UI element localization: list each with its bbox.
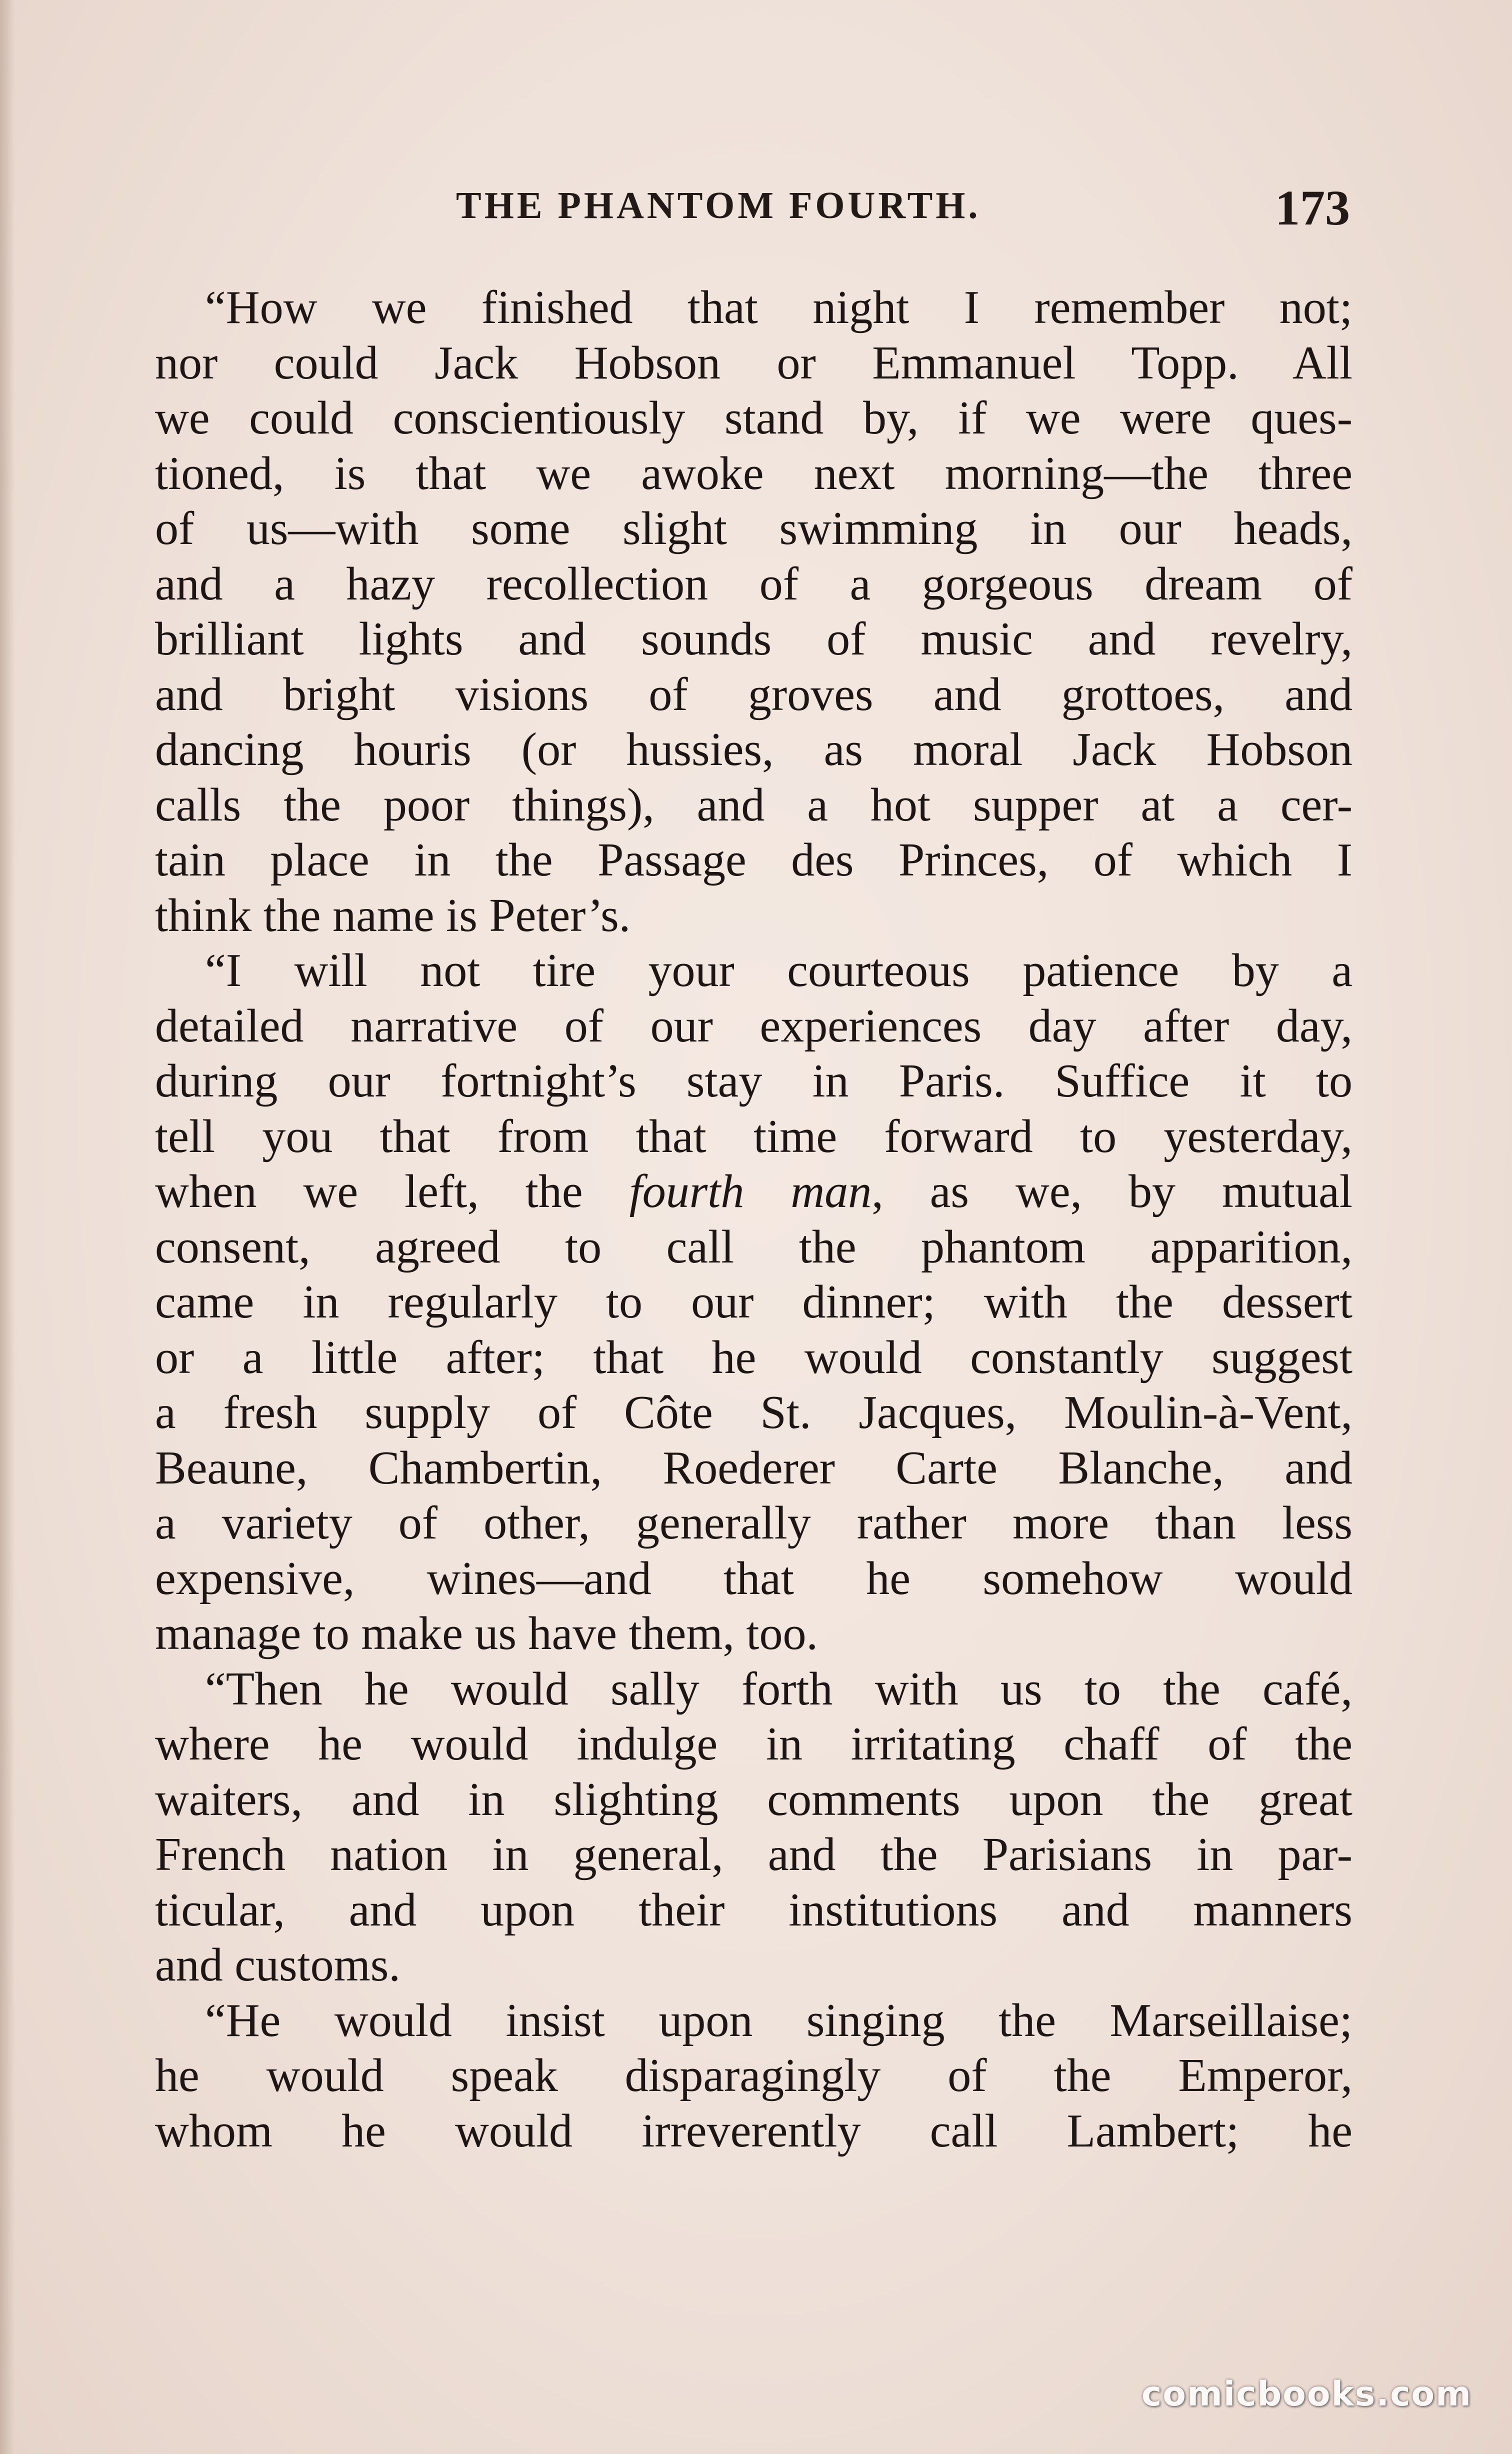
text-line: tell you that from that time forward to yesterday, (155, 1110, 1352, 1162)
text-line: “How we finished that night I remember not; (205, 282, 1352, 334)
text-line: and a hazy recollection of a gorgeous dream of (155, 558, 1352, 610)
text-line: came in regularly to our dinner; with the dessert (155, 1276, 1352, 1328)
text-line: manage to make us have them, too. (155, 1608, 818, 1660)
text-line: consent, agreed to call the phantom apparition, (155, 1220, 1352, 1273)
text-line: we could conscientiously stand by, if we were ques- (155, 392, 1352, 444)
text-line: or a little after; that he would constantly suggest (155, 1331, 1352, 1384)
text-line: and customs. (155, 1939, 400, 1991)
watermark: comicbooks.com (1141, 2374, 1472, 2414)
text-line: whom he would irreverently call Lambert; he (155, 2104, 1352, 2157)
text-line: nor could Jack Hobson or Emmanuel Topp. All (155, 336, 1352, 389)
text-line: he would speak disparagingly of the Emperor, (155, 2050, 1352, 2102)
text-line: think the name is Peter’s. (155, 889, 631, 942)
text-line: “Then he would sally forth with us to the café, (205, 1662, 1352, 1715)
text-line: Beaune, Chambertin, Roederer Carte Blanche, and (155, 1442, 1352, 1494)
text-line: ticular, and upon their institutions and manners (155, 1884, 1352, 1936)
page-number: 173 (1275, 180, 1350, 236)
text-line: waiters, and in slighting comments upon the great (155, 1773, 1352, 1826)
text-line: brilliant lights and sounds of music and revelry, (155, 613, 1352, 665)
paragraph-2 (155, 943, 1352, 1662)
text-line: expensive, wines—and that he somehow would (155, 1552, 1352, 1604)
text-line: detailed narrative of our experiences day after day, (155, 1000, 1352, 1052)
text-line: dancing houris (or hussies, as moral Jack Hobson (155, 724, 1352, 776)
paragraph-1 (155, 280, 1352, 943)
text-line: and bright visions of groves and grottoes, and (155, 668, 1352, 720)
text-line: “He would insist upon singing the Marseillaise; (205, 1994, 1352, 2046)
text-line: a variety of other, generally rather more than less (155, 1497, 1352, 1549)
text-line: of us—with some slight swimming in our heads, (155, 502, 1352, 554)
paragraph-4 (155, 1993, 1352, 2159)
text-line: where he would indulge in irritating chaff of the (155, 1718, 1352, 1770)
running-head (156, 179, 1350, 249)
text-line: calls the poor things), and a hot supper at a cer- (155, 778, 1352, 831)
text-line: “I will not tire your courteous patience by a (205, 944, 1352, 996)
text-line: tioned, is that we awoke next morning—the three (155, 447, 1352, 500)
text-line: a fresh supply of Côte St. Jacques, Moulin-à-Vent, (155, 1386, 1352, 1438)
paragraph-3 (155, 1662, 1352, 1993)
text-line: during our fortnight’s stay in Paris. Suffice it to (155, 1055, 1352, 1107)
body-text (155, 280, 1352, 2158)
running-head-title: THE PHANTOM FOURTH. (456, 184, 981, 226)
text-line: tain place in the Passage des Princes, of which I (155, 834, 1352, 886)
page-edge-shadow (0, 0, 15, 2454)
text-line: French nation in general, and the Parisians in par- (155, 1828, 1352, 1880)
text-line-italic: when we left, the fourth man, as we, by mutual (155, 1166, 1352, 1218)
